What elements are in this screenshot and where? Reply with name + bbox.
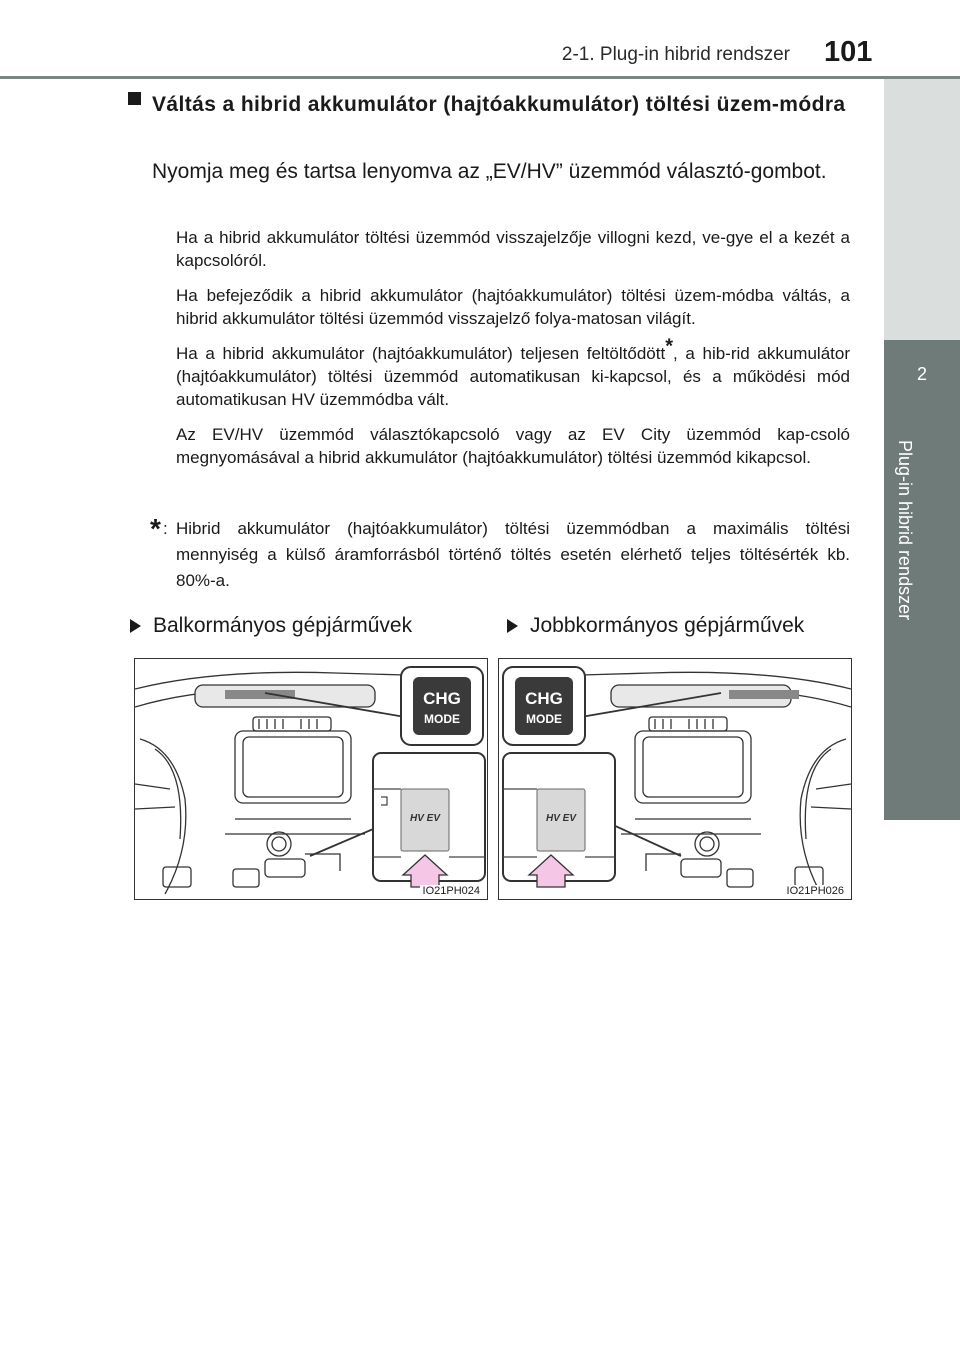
header-rule	[0, 76, 960, 79]
chapter-number: 2	[916, 364, 927, 384]
footnote-text: Hibrid akkumulátor (hajtóakkumulátor) töltési üzemmódban a maximális töltési mennyiség a külső áramforrásból történő töltés esetén elérhető teljes töltésérték kb. 80%-a.	[176, 519, 850, 590]
footnote-colon: :	[163, 519, 168, 538]
left-figure-caption	[130, 614, 412, 638]
note-item	[176, 335, 850, 411]
footnote-reference: *	[665, 335, 673, 358]
note-text: Ha a hibrid akkumulátor (hajtóakkumulátor) teljesen feltöltődött	[176, 344, 666, 363]
figure-code: IO21PH024	[420, 885, 483, 897]
section-heading	[130, 86, 850, 124]
mode-label: MODE	[526, 712, 562, 726]
left-dashboard-illustration	[134, 658, 488, 900]
footnote-mark: *	[150, 513, 161, 544]
button-labels-layer	[135, 659, 487, 899]
caption-triangle-icon	[507, 619, 518, 633]
right-dashboard-illustration	[498, 658, 852, 900]
note-item: Az EV/HV üzemmód választókapcsoló vagy az EV City üzemmód kap-csoló megnyomásával a hibrid akkumulátor (hajtóakkumulátor) töltési üzemmód kikapcsol.	[176, 425, 850, 467]
ev-hv-switch-label: HV EV	[545, 813, 577, 824]
chapter-side-tab[interactable]	[884, 340, 960, 820]
chg-label: CHG	[423, 689, 461, 708]
chg-label: CHG	[525, 689, 563, 708]
section-title: 2-1. Plug-in hibrid rendszer	[561, 44, 790, 65]
ev-hv-switch-label: HV EV	[409, 813, 441, 824]
side-tab-spacer	[884, 79, 960, 340]
caption-text: Jobbkormányos gépjárművek	[530, 614, 805, 637]
chapter-label: Plug-in hibrid rendszer	[895, 440, 915, 621]
heading-text: Váltás a hibrid akkumulátor (hajtóakkumulátor) töltési üzem-módra	[152, 93, 846, 116]
right-figure-caption	[507, 614, 804, 638]
caption-triangle-icon	[130, 619, 141, 633]
page-number: 101	[824, 36, 873, 68]
note-item: Ha a hibrid akkumulátor töltési üzemmód visszajelzője villogni kezd, ve-gye el a kezét a kapcsolóról.	[176, 228, 850, 270]
note-text-continued: , a hib-rid akkumulátor (hajtóakkumulátor) töltési üzemmód automatikusan ki-kapcsol, és a működési mód automatikusan HV üzemmódba vált.	[176, 344, 850, 409]
caption-text: Balkormányos gépjárművek	[153, 614, 413, 637]
mode-label: MODE	[424, 712, 460, 726]
footnote	[150, 513, 850, 594]
button-labels-layer	[499, 659, 851, 899]
instruction-text: Nyomja meg és tartsa lenyomva az „EV/HV” üzemmód választó-gombot.	[152, 160, 827, 183]
notes-list	[176, 226, 850, 481]
figure-code: IO21PH026	[784, 885, 847, 897]
note-item: Ha befejeződik a hibrid akkumulátor (hajtóakkumulátor) töltési üzem-módba váltás, a hibrid akkumulátor töltési üzemmód visszajelző folya-matosan világít.	[176, 286, 850, 328]
